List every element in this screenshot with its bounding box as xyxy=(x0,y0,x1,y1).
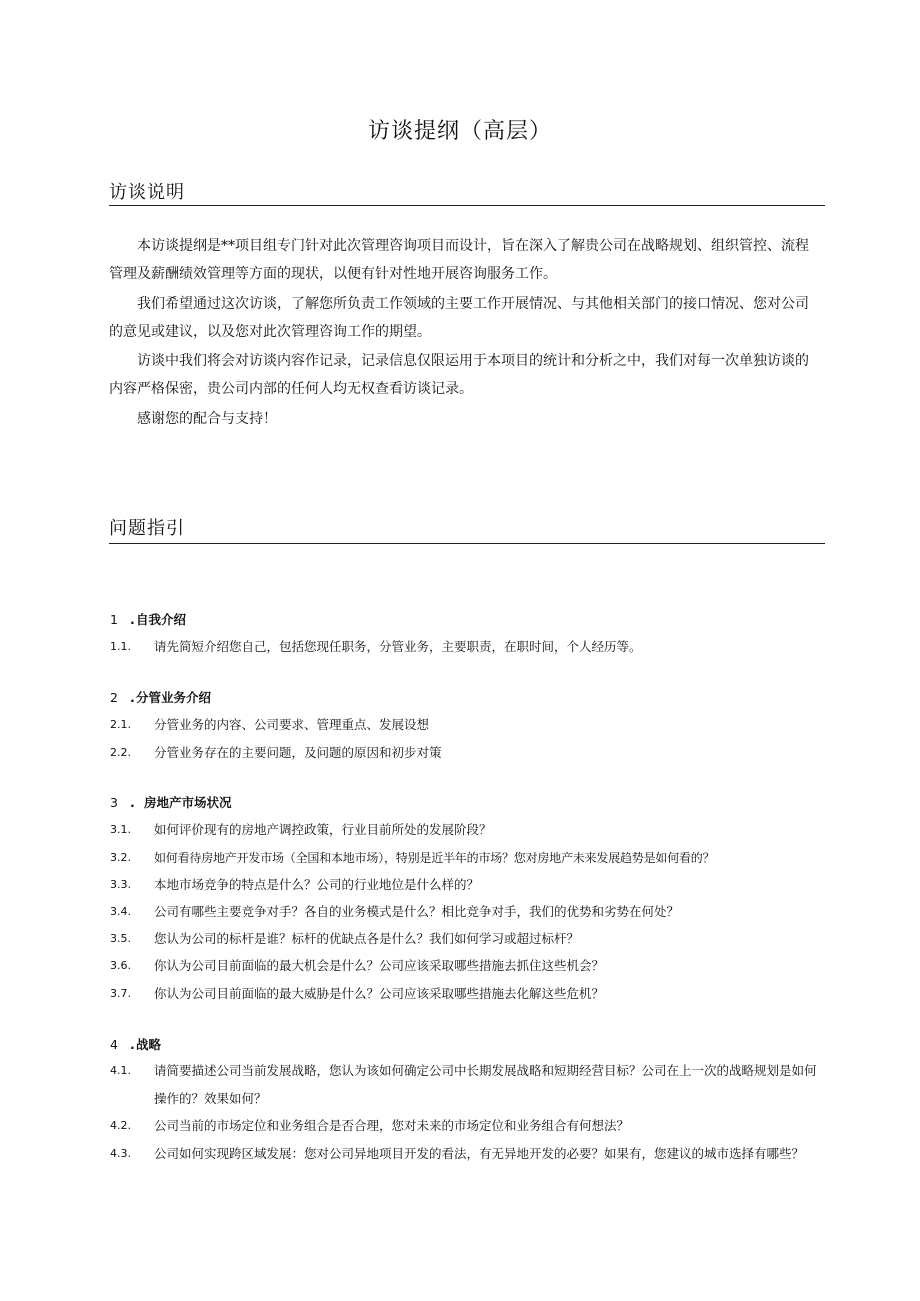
section-heading-questions xyxy=(109,516,825,542)
group-title: 自我介绍 xyxy=(136,612,187,627)
intro-paragraph: 访谈中我们将会对访谈内容作记录，记录信息仅限运用于本项目的统计和分析之中，我们对每一次单独访谈的内容严格保密，贵公司内部的任何人均无权查看访谈记录。 xyxy=(109,353,809,397)
group-number: 4 xyxy=(110,1037,118,1052)
question-text: 你认为公司目前面临的最大威胁是什么？公司应该采取哪些措施去化解这些危机？ xyxy=(154,986,605,1001)
question-text: 请先简短介绍您自己，包括您现任职务，分管业务，主要职责，在职时间，个人经历等。 xyxy=(154,639,642,654)
section-heading-intro xyxy=(109,180,825,206)
question-number: 3.1. xyxy=(110,823,131,836)
section-divider xyxy=(109,205,825,206)
question-text: 公司如何实现跨区域发展：您对公司异地项目开发的看法，有无异地开发的必要？如果有，您建议的城市选择有哪些？ xyxy=(154,1146,805,1161)
question-group-heading xyxy=(110,1036,161,1054)
intro-paragraph: 感谢您的配合与支持！ xyxy=(137,411,277,427)
question-number: 3.6. xyxy=(110,959,131,972)
question-text: 分管业务存在的主要问题，及问题的原因和初步对策 xyxy=(154,745,442,760)
group-separator: . xyxy=(130,1037,135,1052)
group-number: 1 xyxy=(110,612,118,627)
question-text: 你认为公司目前面临的最大机会是什么？公司应该采取哪些措施去抓住这些机会？ xyxy=(154,958,605,973)
question-number: 4.3. xyxy=(110,1147,131,1160)
document-title: 访谈提纲（高层） xyxy=(367,119,552,144)
question-group-heading xyxy=(110,689,211,707)
question-number: 4.1. xyxy=(110,1064,131,1077)
question-number: 3.3. xyxy=(110,878,131,891)
question-number: 2.2. xyxy=(110,746,131,759)
group-separator: . xyxy=(130,795,135,810)
question-text: 请简要描述公司当前发展战略，您认为该如何确定公司中长期发展战略和短期经营目标？公司在上一次的战略规划是如何操作的？效果如何？ xyxy=(154,1063,817,1106)
question-number: 3.5. xyxy=(110,932,131,945)
group-number: 2 xyxy=(110,690,118,705)
question-text: 公司有哪些主要竞争对手？各自的业务模式是什么？相比竞争对手，我们的优势和劣势在何处？ xyxy=(154,904,680,919)
question-text: 如何看待房地产开发市场（全国和本地市场），特别是近半年的市场？您对房地产未来发展趋势是如何看的？ xyxy=(154,851,715,865)
group-title: 战略 xyxy=(136,1037,162,1052)
intro-paragraph: 我们希望通过这次访谈，了解您所负责工作领域的主要工作开展情况、与其他相关部门的接口情况、您对公司的意见或建议，以及您对此次管理咨询工作的期望。 xyxy=(109,296,809,340)
group-separator: . xyxy=(130,612,135,627)
question-number: 3.2. xyxy=(110,851,131,864)
intro-paragraph: 本访谈提纲是**项目组专门针对此次管理咨询项目而设计，旨在深入了解贵公司在战略规划、组织管控、流程管理及薪酬绩效管理等方面的现状，以便有针对性地开展咨询服务工作。 xyxy=(109,238,809,282)
group-separator: . xyxy=(130,690,135,705)
section-heading-label: 问题指引 xyxy=(109,518,185,539)
question-number: 4.2. xyxy=(110,1119,131,1132)
question-text: 公司当前的市场定位和业务组合是否合理，您对未来的市场定位和业务组合有何想法？ xyxy=(154,1118,630,1133)
group-title: 房地产市场状况 xyxy=(144,795,232,810)
question-number: 3.7. xyxy=(110,987,131,1000)
question-text: 分管业务的内容、公司要求、管理重点、发展设想 xyxy=(154,717,430,732)
section-divider xyxy=(109,543,825,544)
section-heading-label: 访谈说明 xyxy=(109,182,185,203)
question-group-heading xyxy=(110,794,232,812)
group-number: 3 xyxy=(110,795,118,810)
question-text: 本地市场竞争的特点是什么？公司的行业地位是什么样的？ xyxy=(154,877,480,892)
question-text: 如何评价现有的房地产调控政策，行业目前所处的发展阶段？ xyxy=(154,822,492,837)
question-number: 1.1. xyxy=(110,640,131,653)
question-number: 2.1. xyxy=(110,718,131,731)
question-number: 3.4. xyxy=(110,905,131,918)
question-group-heading xyxy=(110,611,186,629)
group-title: 分管业务介绍 xyxy=(136,690,212,705)
question-text: 您认为公司的标杆是谁？标杆的优缺点各是什么？我们如何学习或超过标杆？ xyxy=(154,931,580,946)
